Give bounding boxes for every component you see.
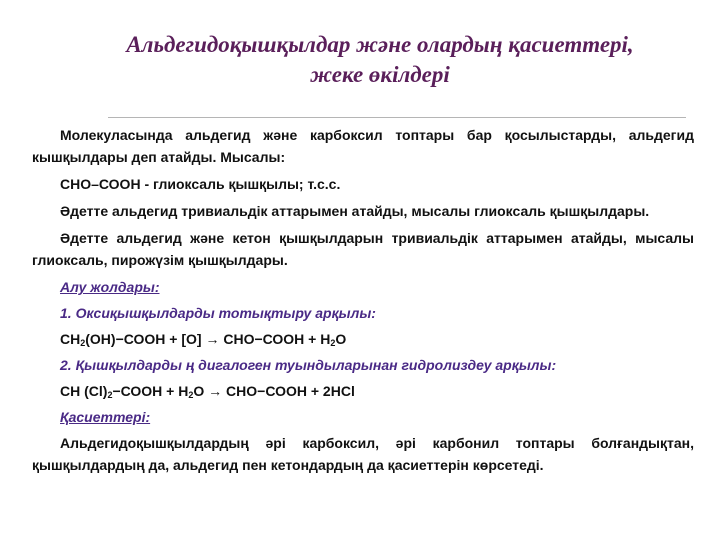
- eq2-part-2: −СООН + Н: [112, 383, 189, 399]
- preparation-heading: Алу жолдары:: [60, 279, 160, 295]
- properties-heading: Қасиеттері:: [60, 409, 151, 425]
- equation-1: [32, 328, 694, 350]
- definition-paragraph: Молекуласында альдегид және карбоксил топтары бар қосылыстарды, альдегид кышқылдары деп атайды. Мысалы:: [32, 127, 694, 165]
- eq1-part-3: О: [335, 331, 347, 347]
- eq1-part-2: (ОН)−СООН + [О] → СНО−СООН + Н: [85, 331, 331, 347]
- eq1-part-1: СН: [60, 331, 81, 347]
- properties-heading-row: [32, 406, 694, 428]
- eq1-sub-2: 2: [330, 338, 336, 348]
- properties-paragraph: Альдегидоқышқылдардың әрі карбоксил, әрі карбонил топтары болғандықтан, қышқылдардың да, альдегид пен кетондардың да қасиеттерін көрсетеді.: [32, 435, 694, 473]
- naming-paragraph-2: Әдетте альдегид және кетон қышқылдарын тривиальдік аттарымен атайды, мысалы глиоксаль, пирожүзім қышқылдары.: [32, 230, 694, 268]
- equation-2: [32, 380, 694, 402]
- eq2-part-3: О → СНО−СООН + 2НCl: [193, 383, 355, 399]
- title-divider: [108, 117, 686, 118]
- eq2-part-1: СН (Cl): [60, 383, 108, 399]
- page-title-line-2: жеке өкілдері: [310, 62, 450, 87]
- naming-paragraph: Әдетте альдегид тривиальдік аттарымен атайды, мысалы глиоксаль қышқылдары.: [60, 203, 650, 219]
- eq2-sub-1: 2: [107, 390, 113, 400]
- page-title-line-1: Альдегидоқышқылдар және олардың қасиеттері,: [126, 32, 634, 57]
- eq2-sub-2: 2: [188, 390, 194, 400]
- example-paragraph: СНО–СООН - глиоксаль қышқылы; т.с.с.: [60, 176, 341, 192]
- method-2-heading: 2. Қышқылдарды ң дигалоген туындыларынан гидролиздеу арқылы:: [60, 357, 557, 373]
- method-1-heading: 1. Оксиқышқылдарды тотықтыру арқылы:: [60, 305, 376, 321]
- eq1-sub-1: 2: [80, 338, 86, 348]
- body-text: [32, 124, 694, 481]
- preparation-heading-row: [32, 276, 694, 298]
- page-title: [60, 30, 700, 90]
